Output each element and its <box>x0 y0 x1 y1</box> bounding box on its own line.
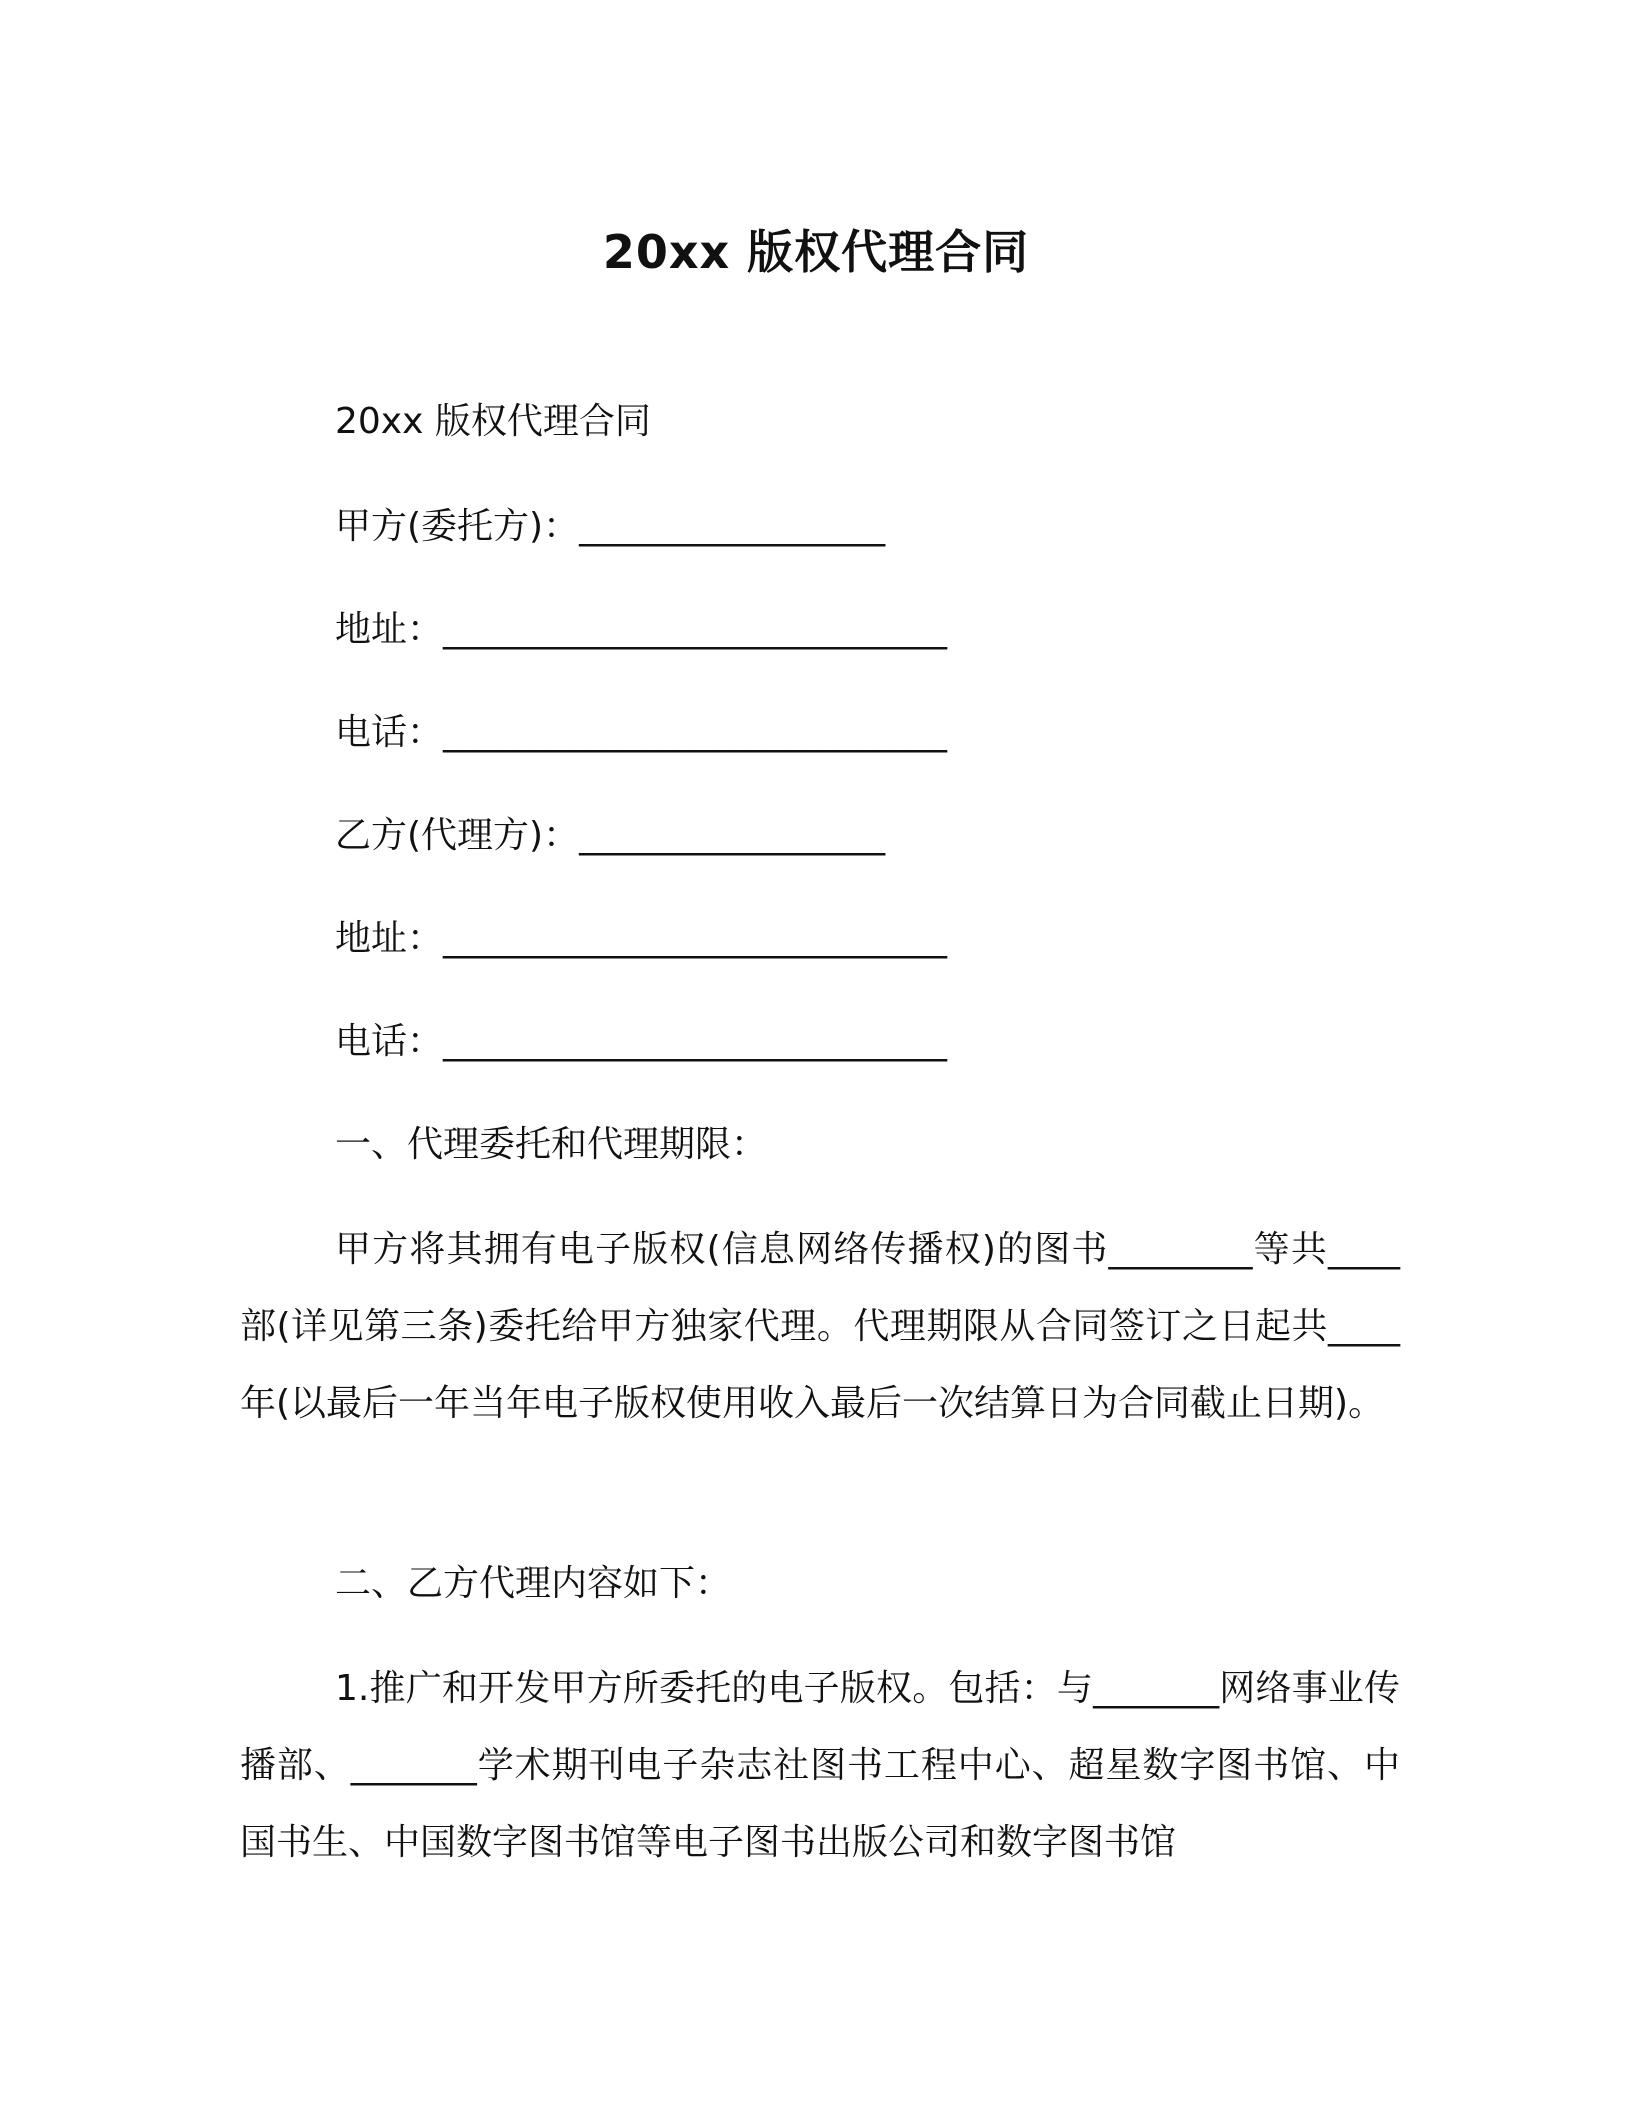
section-1-heading: 一、代理委托和代理期限： <box>335 1124 768 1165</box>
document-title: 20xx 版权代理合同 <box>602 225 1030 279</box>
section-1-paragraph: 甲方将其拥有电子版权(信息网络传播权)的图书________等共____部(详见第三条)委托给甲方独家代理。代理期限从合同签订之日起共____年(以最后一年当年电子版权使用收入最后一次结算日为合同截止日期)。 <box>240 1229 1400 1424</box>
party-b-address: 地址：____________________________ <box>335 918 948 959</box>
party-a-label: 甲方(委托方)：_________________ <box>335 506 886 547</box>
party-b-label: 乙方(代理方)：_________________ <box>335 815 886 856</box>
party-a-address: 地址：____________________________ <box>335 609 948 650</box>
party-b-phone: 电话：____________________________ <box>335 1021 948 1062</box>
document-subtitle: 20xx 版权代理合同 <box>335 401 651 442</box>
party-a-phone: 电话：____________________________ <box>335 712 948 753</box>
section-2-item-1: 1.推广和开发甲方所委托的电子版权。包括：与_______网络事业传播部、_______学术期刊电子杂志社图书工程中心、超星数字图书馆、中国书生、中国数字图书馆等电子图书出版公司和数字图书馆 <box>240 1668 1400 1863</box>
section-2-heading: 二、乙方代理内容如下： <box>335 1563 732 1604</box>
